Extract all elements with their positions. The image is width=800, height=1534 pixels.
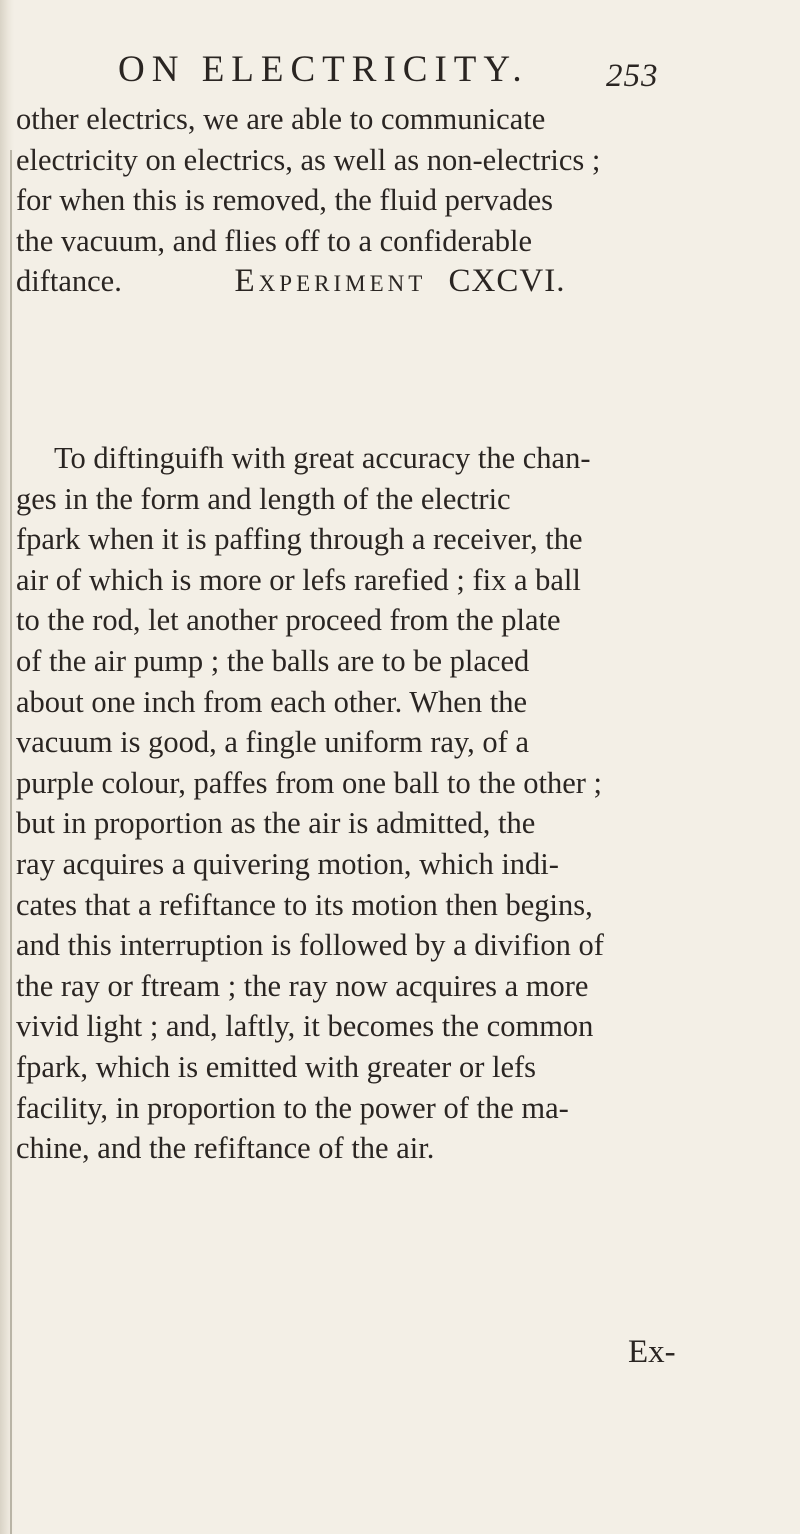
text-line: vacuum is good, a fingle uniform ray, of a [16, 725, 529, 760]
experiment-heading [0, 256, 800, 306]
text-line: fpark when it is paffing through a receiver, the [16, 522, 583, 557]
text-line: ges in the form and length of the electric [16, 481, 511, 516]
text-line: air of which is more or lefs rarefied ; fix a ball [16, 562, 581, 597]
text-line: for when this is removed, the fluid pervades [16, 183, 553, 218]
text-line: but in proportion as the air is admitted, the [16, 806, 536, 841]
text-line: electricity on electrics, as well as non-electrics ; [16, 142, 601, 177]
text-line: and this interruption is followed by a divifion of [16, 928, 604, 963]
text-line: fpark, which is emitted with greater or lefs [16, 1049, 537, 1084]
experiment-heading-number: CXCVI. [448, 263, 566, 299]
text-line: diftance. [16, 264, 122, 299]
text-line: facility, in proportion to the power of the ma- [16, 1090, 569, 1125]
text-line: cates that a refiftance to its motion then begins, [16, 887, 593, 922]
text-line: about one inch from each other. When the [16, 684, 527, 719]
text-line: ray acquires a quivering motion, which indi- [16, 846, 559, 881]
experiment-heading-word: Experiment [234, 263, 427, 299]
text-line: the ray or ftream ; the ray now acquires a more [16, 968, 589, 1003]
catchword: Ex- [628, 1334, 676, 1370]
running-title: ON ELECTRICITY. [118, 49, 529, 90]
experiment-paragraph [16, 438, 784, 1169]
text-line: To diftinguifh with great accuracy the chan- [54, 441, 591, 475]
text-line: the vacuum, and flies off to a confiderable [16, 223, 533, 258]
text-line: to the rod, let another proceed from the plate [16, 603, 561, 638]
text-line: vivid light ; and, laftly, it becomes the common [16, 1009, 594, 1044]
text-line: other electrics, we are able to communicate [16, 102, 546, 136]
text-line: purple colour, paffes from one ball to the other ; [16, 765, 603, 800]
page-number: 253 [606, 58, 659, 94]
text-line: of the air pump ; the balls are to be placed [16, 643, 530, 678]
text-line: chine, and the refiftance of the air. [16, 1131, 435, 1166]
running-head [118, 44, 678, 96]
